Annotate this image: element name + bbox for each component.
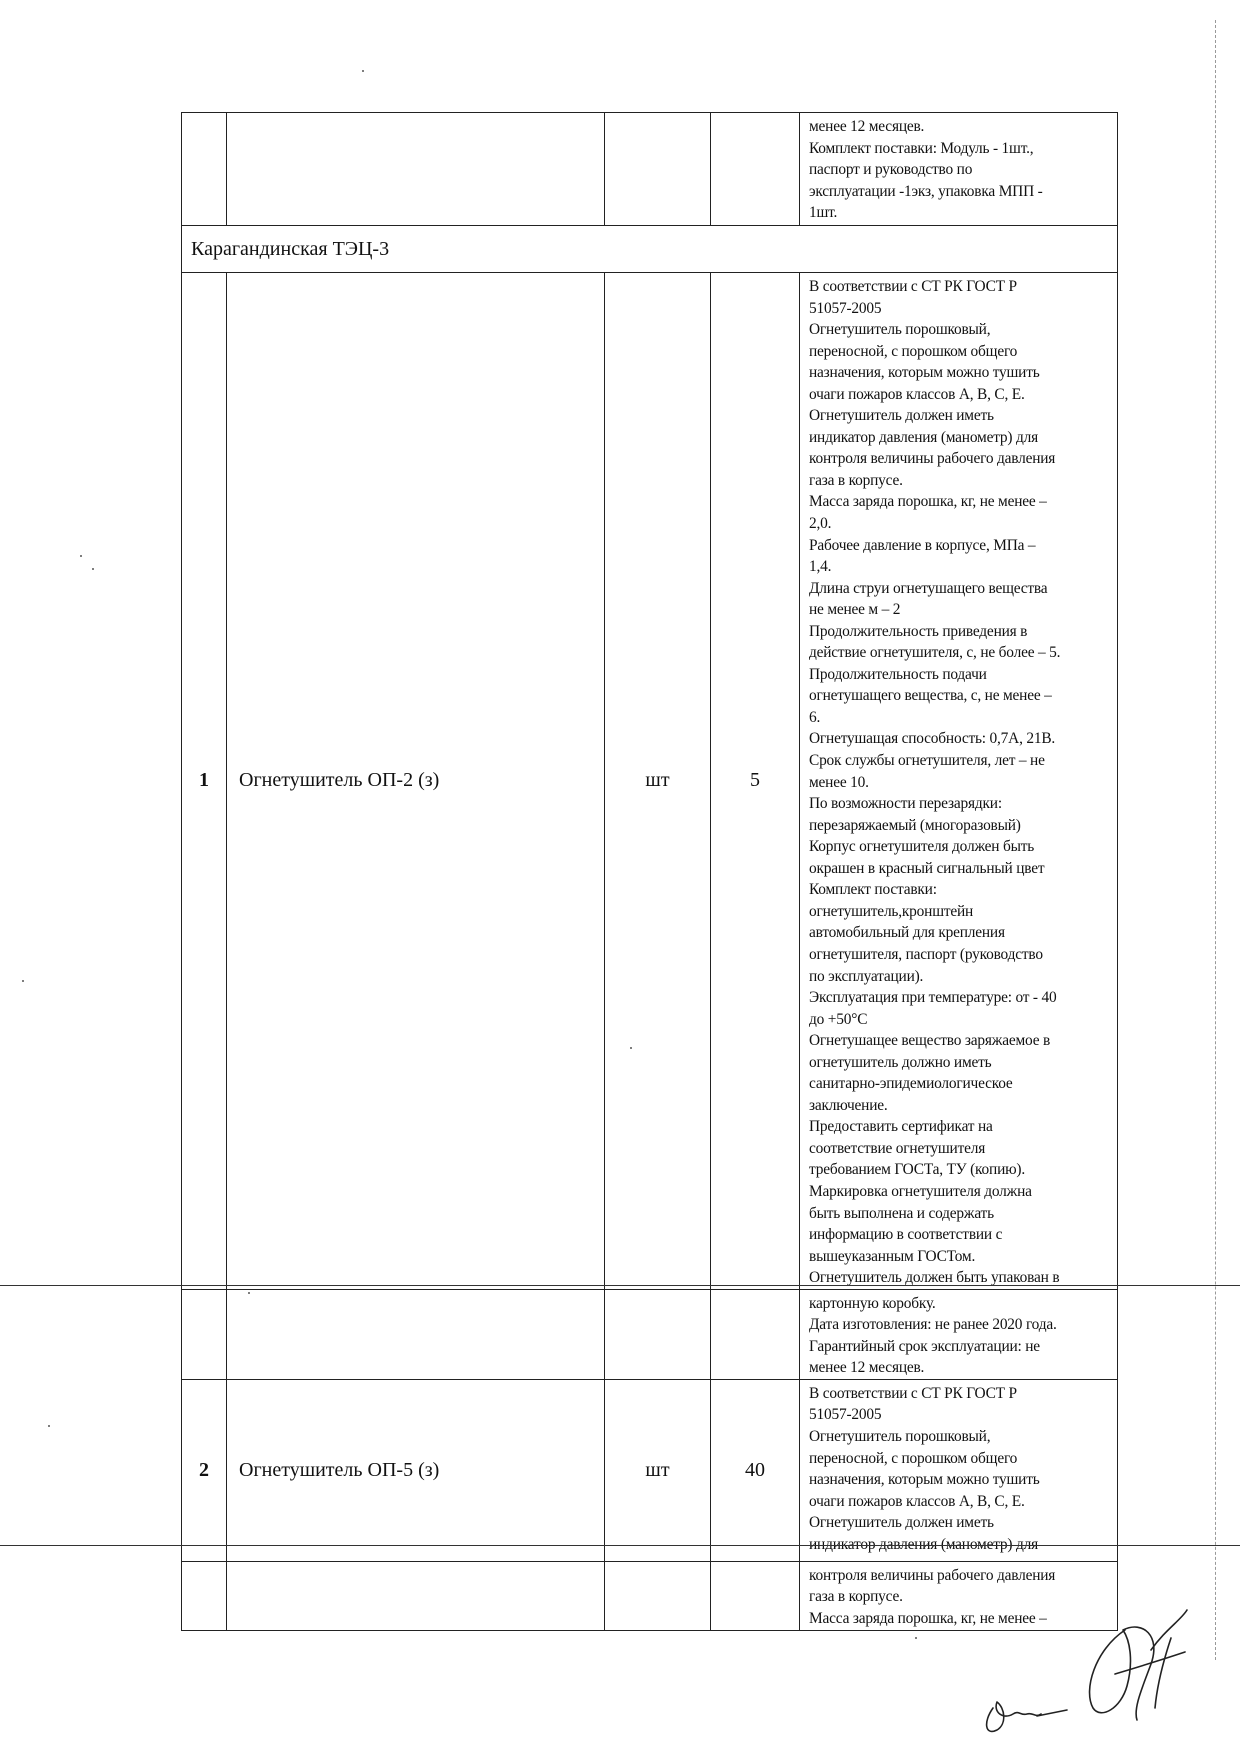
cell-name bbox=[227, 1561, 605, 1630]
handwritten-signature bbox=[975, 1590, 1205, 1740]
item-unit: шт bbox=[605, 273, 711, 1290]
cell-qty bbox=[711, 1561, 800, 1630]
cell-unit bbox=[605, 113, 711, 226]
item-quantity: 5 bbox=[711, 273, 800, 1290]
scan-seam-line bbox=[0, 1545, 1240, 1546]
scan-speck bbox=[22, 980, 24, 982]
table-row-item-2 bbox=[182, 1379, 1118, 1561]
scan-edge-line bbox=[1215, 20, 1216, 1660]
scan-speck bbox=[362, 70, 364, 72]
scan-speck bbox=[630, 1047, 632, 1049]
scan-speck bbox=[248, 1292, 250, 1294]
table-row-item-1 bbox=[182, 273, 1118, 1290]
cell-spec: менее 12 месяцев. Комплект поставки: Модуль - 1шт., паспорт и руководство по эксплуатации -1экз, упаковка МПП - 1шт. bbox=[800, 113, 1118, 226]
table-row-continuation bbox=[182, 113, 1118, 226]
item-name: Огнетушитель ОП-2 (з) bbox=[227, 273, 605, 1290]
table-row-item-1-continuation bbox=[182, 1289, 1118, 1379]
item-spec: В соответствии с СТ РК ГОСТ Р 51057-2005 Огнетушитель порошковый, переносной, с порошком общего назначения, которым можно тушить очаги пожаров классов А, В, С, Е. Огнетушитель должен иметь индикатор давления (манометр) для контроля величины рабочего давления газа в корпусе. Масса заряда порошка, кг, не менее – 2,0. Рабочее давление в корпусе, МПа – 1,4. Длина струи огнетушащего вещества не менее м – 2 Продолжительность приведения в действие огнетушителя, с, не более – 5. Продолжительность подачи огнетушащего вещества, с, не менее – 6. Огнетушащая способность: 0,7А, 21В. Срок службы огнетушителя, лет – не менее 10. По возможности перезарядки: перезаряжаемый (многоразовый) Корпус огнетушителя должен быть окрашен в красный сигнальный цвет Комплект поставки: огнетушитель,кронштейн автомобильный для крепления огнетушителя, паспорт (руководство по эксплуатации). Эксплуатация при температуре: от - 40 до +50°С Огнетушащее вещество заряжаемое в огнетушитель должно иметь санитарно-эпидемиологическое заключение. Предоставить сертификат на соответствие огнетушителя требованием ГОСТа, ТУ (копию). Маркировка огнетушителя должна быть выполнена и содержать информацию в соответствии с вышеуказанным ГОСТом. Огнетушитель должен быть упакован в bbox=[800, 273, 1118, 1290]
item-quantity: 40 bbox=[711, 1379, 800, 1561]
section-title: Карагандинская ТЭЦ-3 bbox=[182, 226, 1118, 273]
item-spec: В соответствии с СТ РК ГОСТ Р 51057-2005 Огнетушитель порошковый, переносной, с порошком общего назначения, которым можно тушить очаги пожаров классов А, В, С, Е. Огнетушитель должен иметь индикатор давления (манометр) для bbox=[800, 1379, 1118, 1561]
cell-num bbox=[182, 1561, 227, 1630]
scan-seam-line bbox=[0, 1285, 1240, 1286]
item-unit: шт bbox=[605, 1379, 711, 1561]
cell-unit bbox=[605, 1289, 711, 1379]
cell-qty bbox=[711, 113, 800, 226]
item-number: 1 bbox=[182, 273, 227, 1290]
cell-num bbox=[182, 113, 227, 226]
item-spec-continuation: картонную коробку. Дата изготовления: не ранее 2020 года. Гарантийный срок эксплуатации: не менее 12 месяцев. bbox=[800, 1289, 1118, 1379]
scan-speck bbox=[92, 568, 94, 570]
scan-speck bbox=[80, 555, 82, 557]
section-row bbox=[182, 226, 1118, 273]
scan-speck bbox=[48, 1425, 50, 1427]
scan-speck bbox=[915, 1637, 917, 1639]
cell-name bbox=[227, 1289, 605, 1379]
item-name: Огнетушитель ОП-5 (з) bbox=[227, 1379, 605, 1561]
item-spec-continuation: контроля величины рабочего давления газа в корпусе. Масса заряда порошка, кг, не менее – bbox=[800, 1561, 1118, 1630]
cell-qty bbox=[711, 1289, 800, 1379]
cell-num bbox=[182, 1289, 227, 1379]
specification-table bbox=[181, 112, 1118, 1631]
cell-unit bbox=[605, 1561, 711, 1630]
item-number: 2 bbox=[182, 1379, 227, 1561]
cell-name bbox=[227, 113, 605, 226]
